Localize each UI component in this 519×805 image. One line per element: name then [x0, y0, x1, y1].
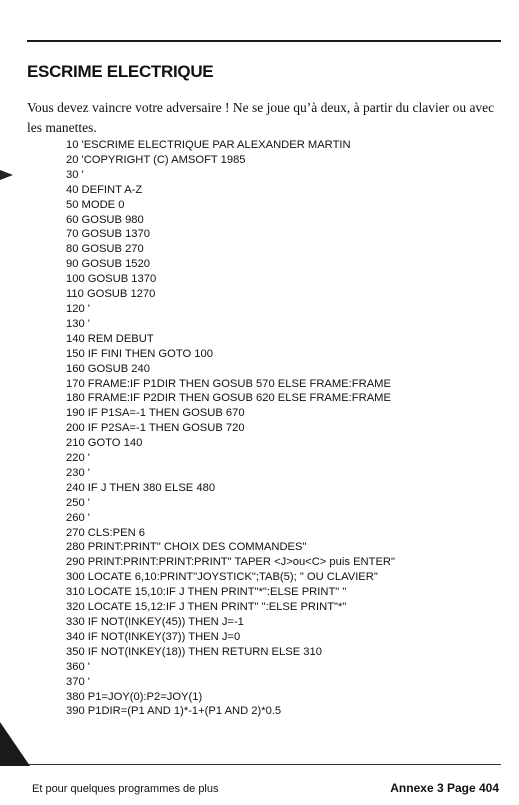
code-line: 190 IF P1SA=-1 THEN GOSUB 670: [66, 407, 245, 420]
code-line: 120 ': [66, 302, 90, 315]
code-line: 240 IF J THEN 380 ELSE 480: [66, 481, 216, 494]
code-line: 150 IF FINI THEN GOTO 100: [66, 347, 213, 360]
code-line: 340 IF NOT(INKEY(37)) THEN J=0: [66, 630, 241, 643]
code-line: 140 REM DEBUT: [66, 332, 154, 345]
intro-paragraph: Vous devez vaincre votre adversaire ! Ne se joue qu’à deux, à partir du clavier ou avec les manettes.: [27, 100, 495, 135]
code-line: 320 LOCATE 15,12:IF J THEN PRINT" ":ELSE PRINT"*": [66, 601, 347, 614]
code-line: 210 GOTO 140: [66, 437, 143, 450]
code-line: 110 GOSUB 1270: [66, 288, 156, 301]
code-line: 80 GOSUB 270: [66, 243, 144, 256]
code-line: 330 IF NOT(INKEY(45)) THEN J=-1: [66, 616, 244, 628]
code-line: 130 ': [66, 317, 90, 330]
code-line: 160 GOSUB 240: [66, 362, 150, 375]
code-line: 20 'COPYRIGHT (C) AMSOFT 1985: [66, 153, 246, 166]
program-listing: [66, 138, 506, 719]
code-line: 50 MODE 0: [66, 198, 125, 211]
code-line: 370 ': [66, 675, 90, 688]
code-line: 170 FRAME:IF P1DIR THEN GOSUB 570 ELSE FRAME:FRAME: [66, 377, 391, 390]
code-line: 200 IF P2SA=-1 THEN GOSUB 720: [66, 422, 245, 435]
code-line: 30 ': [66, 168, 84, 181]
code-line: 70 GOSUB 1370: [66, 228, 150, 241]
code-line: 40 DEFINT A-Z: [66, 183, 143, 196]
code-line: 230 ': [66, 466, 90, 479]
code-line: 290 PRINT:PRINT:PRINT:PRINT" TAPER <J>ou<C> puis ENTER": [66, 556, 395, 569]
code-line: 100 GOSUB 1370: [66, 273, 157, 286]
code-line: 360 ': [66, 660, 90, 673]
code-line: 300 LOCATE 6,10:PRINT"JOYSTICK";TAB(5); " OU CLAVIER": [66, 571, 378, 584]
code-line: 270 CLS:PEN 6: [66, 526, 145, 539]
section-title: ESCRIME ELECTRIQUE: [27, 62, 214, 81]
code-line: 280 PRINT:PRINT" CHOIX DES COMMANDES": [66, 541, 307, 554]
footer-rule: [27, 764, 501, 765]
code-line: 380 P1=JOY(0):P2=JOY(1): [66, 690, 203, 703]
code-line: 260 ': [66, 511, 90, 524]
footer-page-number: Annexe 3 Page 404: [390, 781, 499, 795]
footer-book-title: Et pour quelques programmes de plus: [32, 783, 219, 795]
code-line: 60 GOSUB 980: [66, 213, 144, 226]
top-rule: [27, 40, 501, 42]
binding-corner-mark-icon: [0, 722, 32, 768]
code-line: 390 P1DIR=(P1 AND 1)*-1+(P1 AND 2)*0.5: [66, 705, 282, 718]
code-line: 180 FRAME:IF P2DIR THEN GOSUB 620 ELSE FRAME:FRAME: [66, 392, 391, 405]
code-line: 90 GOSUB 1520: [66, 258, 150, 271]
code-line: 10 'ESCRIME ELECTRIQUE PAR ALEXANDER MARTIN: [66, 139, 351, 151]
code-line: 350 IF NOT(INKEY(18)) THEN RETURN ELSE 310: [66, 645, 322, 658]
code-line: 250 ': [66, 496, 90, 509]
binding-mark-icon: [0, 168, 14, 182]
code-line: 310 LOCATE 15,10:IF J THEN PRINT"*":ELSE PRINT" ": [66, 586, 347, 599]
code-line: 220 ': [66, 452, 90, 465]
